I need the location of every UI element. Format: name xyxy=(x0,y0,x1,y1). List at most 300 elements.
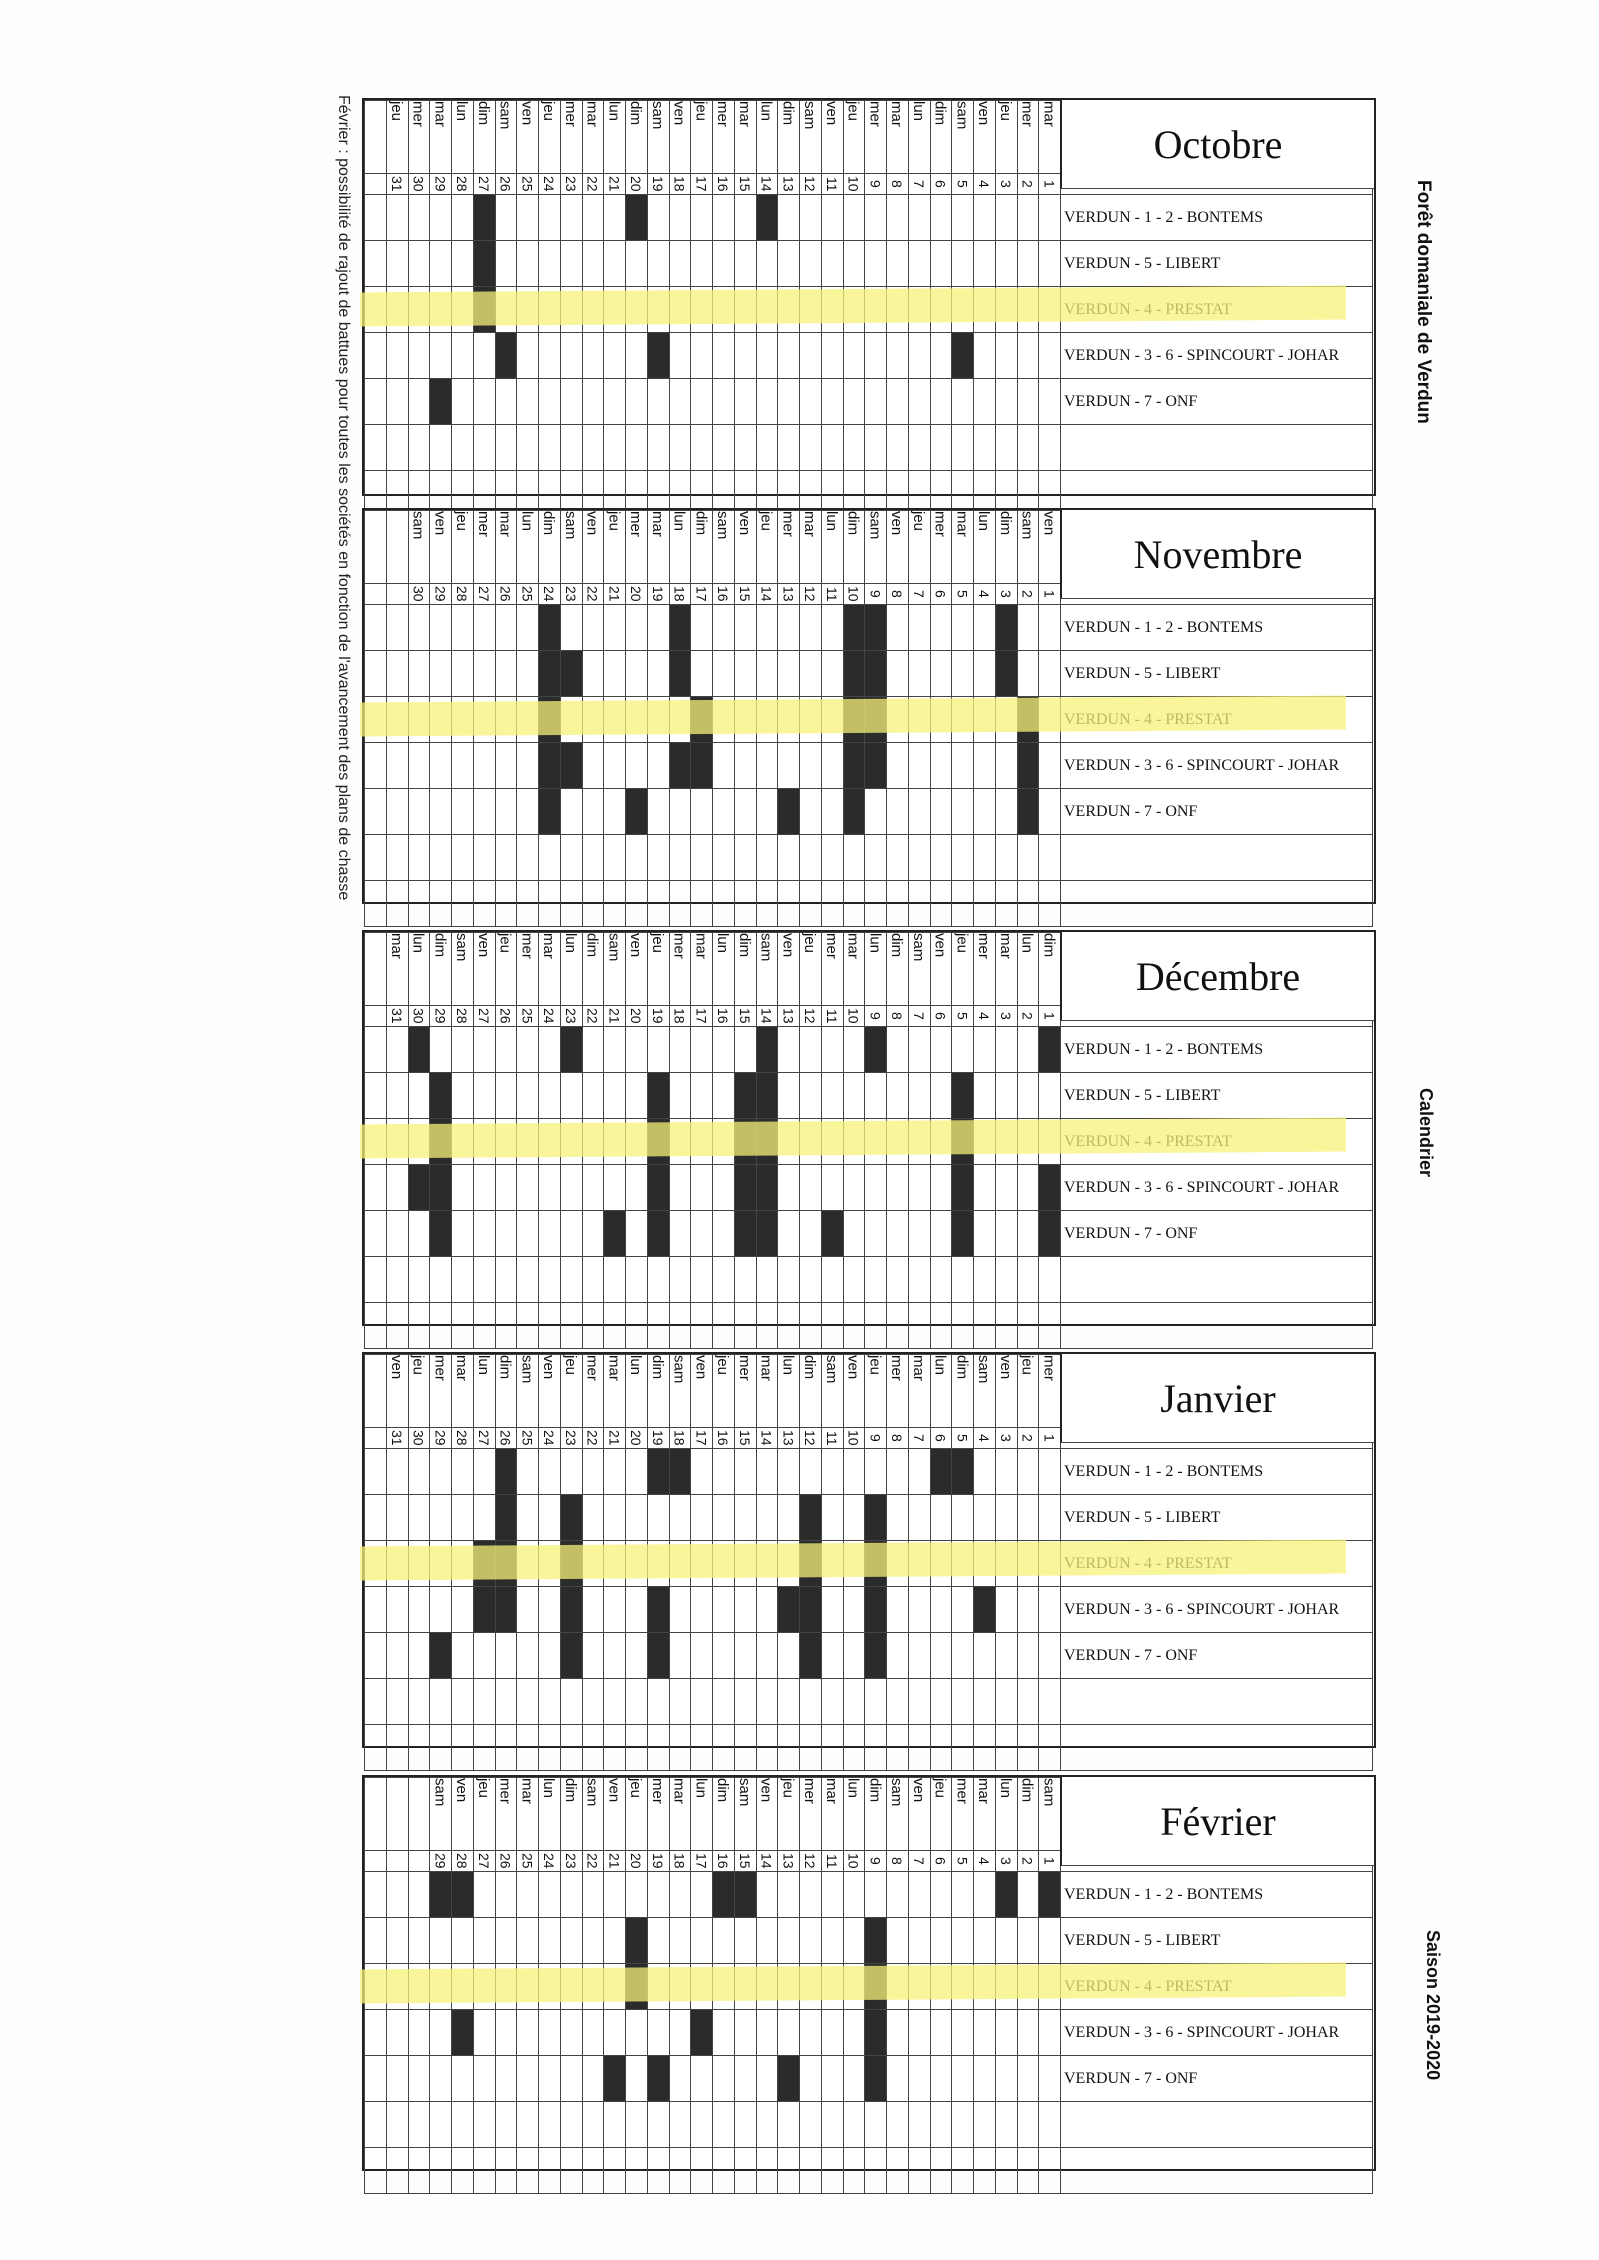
day-number xyxy=(821,1851,843,1872)
day-cell xyxy=(539,1587,561,1633)
day-label xyxy=(734,933,756,1006)
day-name: lun xyxy=(627,1355,644,1376)
day-cell xyxy=(1017,651,1039,697)
day-number xyxy=(843,584,865,605)
day-cell xyxy=(604,1725,626,1771)
day-number xyxy=(582,1006,604,1027)
day-name: lun xyxy=(866,933,884,954)
day-name: lun xyxy=(561,933,579,954)
day-number xyxy=(843,1006,865,1027)
day-label xyxy=(734,1355,756,1428)
day-cell xyxy=(908,333,930,379)
day-cell xyxy=(952,1027,974,1073)
day-cell xyxy=(995,1165,1017,1211)
day-num: 14 xyxy=(758,586,775,602)
day-num: 23 xyxy=(562,1853,579,1869)
day-cell xyxy=(778,1257,800,1303)
day-cell xyxy=(386,1587,408,1633)
day-label xyxy=(800,101,822,174)
day-name: sam xyxy=(735,1778,753,1807)
day-num: 12 xyxy=(802,1853,818,1869)
day-cell xyxy=(800,1918,822,1964)
day-cell xyxy=(669,379,691,425)
day-cell xyxy=(430,1257,452,1303)
day-cell xyxy=(713,1449,735,1495)
day-label xyxy=(691,1778,713,1851)
day-cell xyxy=(1017,1872,1039,1918)
day-cell xyxy=(430,1918,452,1964)
day-cell xyxy=(908,195,930,241)
day-label xyxy=(756,101,778,174)
day-cell xyxy=(800,425,822,471)
day-cell xyxy=(843,1918,865,1964)
day-cell xyxy=(713,1918,735,1964)
day-number xyxy=(756,1428,778,1449)
day-cell xyxy=(365,2148,387,2194)
day-cell xyxy=(452,333,474,379)
day-label xyxy=(517,1778,539,1851)
day-cell xyxy=(539,1725,561,1771)
day-cell xyxy=(560,2010,582,2056)
day-name: lun xyxy=(692,1778,710,1799)
hunt-day-cell xyxy=(865,1633,887,1679)
day-cell xyxy=(691,881,713,927)
day-name: mar xyxy=(387,933,405,959)
day-num: 6 xyxy=(932,1857,949,1865)
day-cell xyxy=(539,1211,561,1257)
day-cell xyxy=(1039,1918,1061,1964)
day-num: 19 xyxy=(649,1430,666,1446)
day-number xyxy=(734,1428,756,1449)
day-name: dim xyxy=(540,511,557,536)
day-cell xyxy=(408,1073,430,1119)
day-cell xyxy=(843,1257,865,1303)
day-number xyxy=(647,1006,669,1027)
day-number xyxy=(517,1006,539,1027)
day-name: sam xyxy=(822,1355,840,1384)
day-cell xyxy=(908,1679,930,1725)
day-num: 31 xyxy=(388,1008,405,1024)
day-number xyxy=(582,174,604,195)
day-number xyxy=(386,174,408,195)
day-cell xyxy=(365,379,387,425)
day-cell xyxy=(778,1495,800,1541)
day-cell xyxy=(887,835,909,881)
day-name: mar xyxy=(583,101,601,127)
hunt-day-cell xyxy=(756,195,778,241)
table-row xyxy=(365,1679,1373,1725)
day-cell xyxy=(756,2102,778,2148)
day-cell xyxy=(386,835,408,881)
day-name: dim xyxy=(931,101,949,126)
day-name: mar xyxy=(648,511,666,537)
day-num: 16 xyxy=(715,1430,731,1446)
day-cell xyxy=(473,379,495,425)
day-cell xyxy=(452,1165,474,1211)
day-cell xyxy=(647,881,669,927)
day-cell xyxy=(408,2056,430,2102)
day-number xyxy=(756,174,778,195)
day-cell xyxy=(995,1495,1017,1541)
day-num: 26 xyxy=(497,1853,514,1869)
day-num: 2 xyxy=(1019,1012,1036,1020)
day-cell xyxy=(843,2010,865,2056)
day-number xyxy=(887,584,909,605)
day-cell xyxy=(626,1073,648,1119)
day-number xyxy=(539,174,561,195)
day-num: 16 xyxy=(715,1853,731,1869)
day-cell xyxy=(952,2056,974,2102)
day-number xyxy=(908,1006,930,1027)
day-cell xyxy=(1017,881,1039,927)
day-num: 9 xyxy=(867,1434,884,1442)
day-cell xyxy=(626,651,648,697)
day-cell xyxy=(800,2056,822,2102)
day-cell xyxy=(582,789,604,835)
day-number xyxy=(734,1006,756,1027)
hunt-day-cell xyxy=(1039,1027,1061,1073)
day-cell xyxy=(887,1027,909,1073)
day-cell xyxy=(821,2148,843,2194)
day-name: dim xyxy=(801,1355,818,1380)
day-cell xyxy=(821,1449,843,1495)
day-name: ven xyxy=(779,933,797,958)
hunt-day-cell xyxy=(495,1495,517,1541)
day-cell xyxy=(865,241,887,287)
day-cell xyxy=(908,1165,930,1211)
day-cell xyxy=(930,1633,952,1679)
day-cell xyxy=(560,835,582,881)
day-name: dim xyxy=(714,1778,731,1803)
day-cell xyxy=(386,2056,408,2102)
day-cell xyxy=(843,2056,865,2102)
day-cell xyxy=(539,1073,561,1119)
day-cell xyxy=(517,2056,539,2102)
day-cell xyxy=(1017,2148,1039,2194)
day-number xyxy=(778,1006,800,1027)
day-cell xyxy=(734,2102,756,2148)
hunt-day-cell xyxy=(1017,743,1039,789)
day-label xyxy=(604,101,626,174)
day-cell xyxy=(930,1027,952,1073)
day-cell xyxy=(365,1918,387,1964)
day-cell xyxy=(908,1073,930,1119)
day-cell xyxy=(713,1587,735,1633)
day-cell xyxy=(365,1303,387,1349)
day-cell xyxy=(995,1725,1017,1771)
day-cell xyxy=(473,1872,495,1918)
day-cell xyxy=(647,743,669,789)
day-number xyxy=(952,584,974,605)
day-cell xyxy=(800,743,822,789)
day-cell xyxy=(582,379,604,425)
day-name: sam xyxy=(801,101,818,130)
day-label xyxy=(604,1778,626,1851)
day-name: jeu xyxy=(627,1778,644,1799)
day-cell xyxy=(974,1073,996,1119)
day-cell xyxy=(495,1073,517,1119)
day-cell xyxy=(691,2102,713,2148)
day-cell xyxy=(908,743,930,789)
day-name: jeu xyxy=(931,1778,949,1799)
day-cell xyxy=(539,425,561,471)
day-cell xyxy=(560,881,582,927)
day-cell xyxy=(734,835,756,881)
day-cell xyxy=(800,651,822,697)
day-cell xyxy=(408,1633,430,1679)
day-label xyxy=(974,511,996,584)
prestat-highlight xyxy=(360,1540,1346,1581)
day-cell xyxy=(734,2148,756,2194)
day-cell xyxy=(452,2056,474,2102)
day-cell xyxy=(908,1495,930,1541)
day-cell xyxy=(473,1303,495,1349)
day-cell xyxy=(473,1027,495,1073)
table-row xyxy=(365,1587,1373,1633)
day-num: 7 xyxy=(910,1857,927,1865)
day-num: 2 xyxy=(1019,1857,1036,1865)
day-label xyxy=(778,101,800,174)
day-num: 19 xyxy=(649,1853,666,1869)
hunt-day-cell xyxy=(647,1587,669,1633)
day-cell xyxy=(887,1449,909,1495)
day-label xyxy=(995,101,1017,174)
day-number xyxy=(908,174,930,195)
day-label xyxy=(1039,511,1061,584)
day-cell xyxy=(1017,1725,1039,1771)
day-cell xyxy=(647,425,669,471)
day-cell xyxy=(800,835,822,881)
society-name: VERDUN - 1 - 2 - BONTEMS xyxy=(1061,1449,1373,1495)
day-cell xyxy=(408,1303,430,1349)
day-cell xyxy=(691,1303,713,1349)
day-label xyxy=(408,101,430,174)
day-num: 29 xyxy=(432,1853,449,1869)
day-number xyxy=(539,1428,561,1449)
day-label xyxy=(386,101,408,174)
day-number xyxy=(974,1851,996,1872)
hunt-day-cell xyxy=(843,789,865,835)
day-num: 22 xyxy=(584,1008,601,1024)
day-cell xyxy=(473,1725,495,1771)
day-cell xyxy=(930,241,952,287)
day-num: 21 xyxy=(606,1853,623,1869)
day-cell xyxy=(821,241,843,287)
hunt-day-cell xyxy=(560,743,582,789)
day-cell xyxy=(843,425,865,471)
day-cell xyxy=(365,1679,387,1725)
day-cell xyxy=(365,1495,387,1541)
hunt-day-cell xyxy=(604,1211,626,1257)
day-name: mar xyxy=(757,1355,775,1381)
day-cell xyxy=(995,241,1017,287)
empty-header xyxy=(365,1851,387,1872)
society-name xyxy=(1061,1303,1373,1349)
table-row xyxy=(365,605,1373,651)
hunt-day-cell xyxy=(495,1449,517,1495)
day-cell xyxy=(517,425,539,471)
day-cell xyxy=(430,1449,452,1495)
day-cell xyxy=(669,1633,691,1679)
day-label xyxy=(452,511,474,584)
month-title: Janvier xyxy=(1060,1354,1374,1443)
day-cell xyxy=(604,1073,626,1119)
day-label xyxy=(800,511,822,584)
day-cell xyxy=(691,1211,713,1257)
day-number xyxy=(560,1428,582,1449)
day-label xyxy=(452,933,474,1006)
day-num: 25 xyxy=(519,1430,536,1446)
day-cell xyxy=(604,195,626,241)
day-name: lun xyxy=(779,1355,797,1376)
day-cell xyxy=(974,1495,996,1541)
day-name: mar xyxy=(844,933,862,959)
day-label xyxy=(756,1355,778,1428)
day-num: 20 xyxy=(628,1008,644,1024)
day-label xyxy=(539,1778,561,1851)
day-cell xyxy=(604,241,626,287)
day-num: 2 xyxy=(1019,1434,1036,1442)
empty-header xyxy=(365,1778,387,1851)
day-cell xyxy=(691,1679,713,1725)
day-cell xyxy=(1039,425,1061,471)
day-label xyxy=(669,1355,691,1428)
day-cell xyxy=(821,651,843,697)
day-label xyxy=(647,101,669,174)
day-cell xyxy=(669,1725,691,1771)
day-cell xyxy=(626,1449,648,1495)
day-cell xyxy=(669,2102,691,2148)
day-label xyxy=(995,511,1017,584)
day-cell xyxy=(539,835,561,881)
hunt-day-cell xyxy=(974,1587,996,1633)
day-cell xyxy=(778,1073,800,1119)
day-cell xyxy=(495,1872,517,1918)
day-num: 7 xyxy=(910,180,927,188)
day-cell xyxy=(452,1027,474,1073)
day-number xyxy=(452,1428,474,1449)
day-cell xyxy=(734,1587,756,1633)
day-label xyxy=(843,1355,865,1428)
day-cell xyxy=(539,1027,561,1073)
day-cell xyxy=(582,1918,604,1964)
day-cell xyxy=(908,2010,930,2056)
day-cell xyxy=(473,2148,495,2194)
day-name: mer xyxy=(627,511,644,537)
day-label xyxy=(713,511,735,584)
day-num: 11 xyxy=(823,586,840,602)
day-cell xyxy=(930,1211,952,1257)
day-cell xyxy=(756,425,778,471)
society-name: VERDUN - 7 - ONF xyxy=(1061,1633,1373,1679)
day-cell xyxy=(995,1449,1017,1495)
day-cell xyxy=(386,743,408,789)
day-num: 6 xyxy=(932,1012,949,1020)
day-num: 25 xyxy=(519,1853,536,1869)
day-cell xyxy=(1039,789,1061,835)
day-cell xyxy=(604,743,626,789)
day-cell xyxy=(626,1027,648,1073)
day-cell xyxy=(843,2148,865,2194)
day-cell xyxy=(365,789,387,835)
day-cell xyxy=(908,1303,930,1349)
day-name: mer xyxy=(1018,101,1036,127)
day-cell xyxy=(1017,1303,1039,1349)
day-cell xyxy=(974,789,996,835)
society-name: VERDUN - 1 - 2 - BONTEMS xyxy=(1061,1872,1373,1918)
day-cell xyxy=(626,1633,648,1679)
day-cell xyxy=(843,1633,865,1679)
day-cell xyxy=(669,881,691,927)
hunt-day-cell xyxy=(647,1073,669,1119)
day-cell xyxy=(452,1633,474,1679)
day-cell xyxy=(843,333,865,379)
day-cell xyxy=(843,1073,865,1119)
day-cell xyxy=(517,1587,539,1633)
day-label xyxy=(560,1355,582,1428)
table-row xyxy=(365,2102,1373,2148)
day-cell xyxy=(430,425,452,471)
day-cell xyxy=(473,1165,495,1211)
day-cell xyxy=(908,1587,930,1633)
day-cell xyxy=(843,379,865,425)
day-cell xyxy=(430,605,452,651)
day-cell xyxy=(734,1679,756,1725)
day-cell xyxy=(539,1495,561,1541)
day-cell xyxy=(430,651,452,697)
day-name: mar xyxy=(670,1778,688,1804)
day-cell xyxy=(1017,1679,1039,1725)
day-cell xyxy=(930,2010,952,2056)
day-cell xyxy=(734,789,756,835)
table-row xyxy=(365,1027,1373,1073)
day-cell xyxy=(930,195,952,241)
day-number xyxy=(452,1006,474,1027)
day-cell xyxy=(865,195,887,241)
table-row xyxy=(365,1257,1373,1303)
day-cell xyxy=(495,881,517,927)
hunt-day-cell xyxy=(669,1449,691,1495)
day-number xyxy=(995,1006,1017,1027)
day-cell xyxy=(365,1211,387,1257)
day-cell xyxy=(1017,1027,1039,1073)
day-cell xyxy=(908,605,930,651)
day-cell xyxy=(930,1303,952,1349)
day-cell xyxy=(1039,651,1061,697)
day-cell xyxy=(408,881,430,927)
day-cell xyxy=(908,1725,930,1771)
day-num: 12 xyxy=(802,1008,818,1024)
day-cell xyxy=(821,789,843,835)
day-num: 19 xyxy=(649,1008,666,1024)
day-num: 13 xyxy=(780,1853,797,1869)
day-cell xyxy=(408,2010,430,2056)
day-name: sam xyxy=(953,101,971,130)
day-num: 11 xyxy=(823,1430,840,1446)
table-row xyxy=(365,1073,1373,1119)
day-cell xyxy=(560,1211,582,1257)
day-name: sam xyxy=(518,1355,536,1384)
day-cell xyxy=(1017,333,1039,379)
table-row xyxy=(365,333,1373,379)
hunt-day-cell xyxy=(495,333,517,379)
day-name: dim xyxy=(692,511,710,536)
table-row xyxy=(365,1725,1373,1771)
day-cell xyxy=(386,1257,408,1303)
day-cell xyxy=(647,2102,669,2148)
day-cell xyxy=(1017,2056,1039,2102)
day-num: 19 xyxy=(649,176,666,192)
